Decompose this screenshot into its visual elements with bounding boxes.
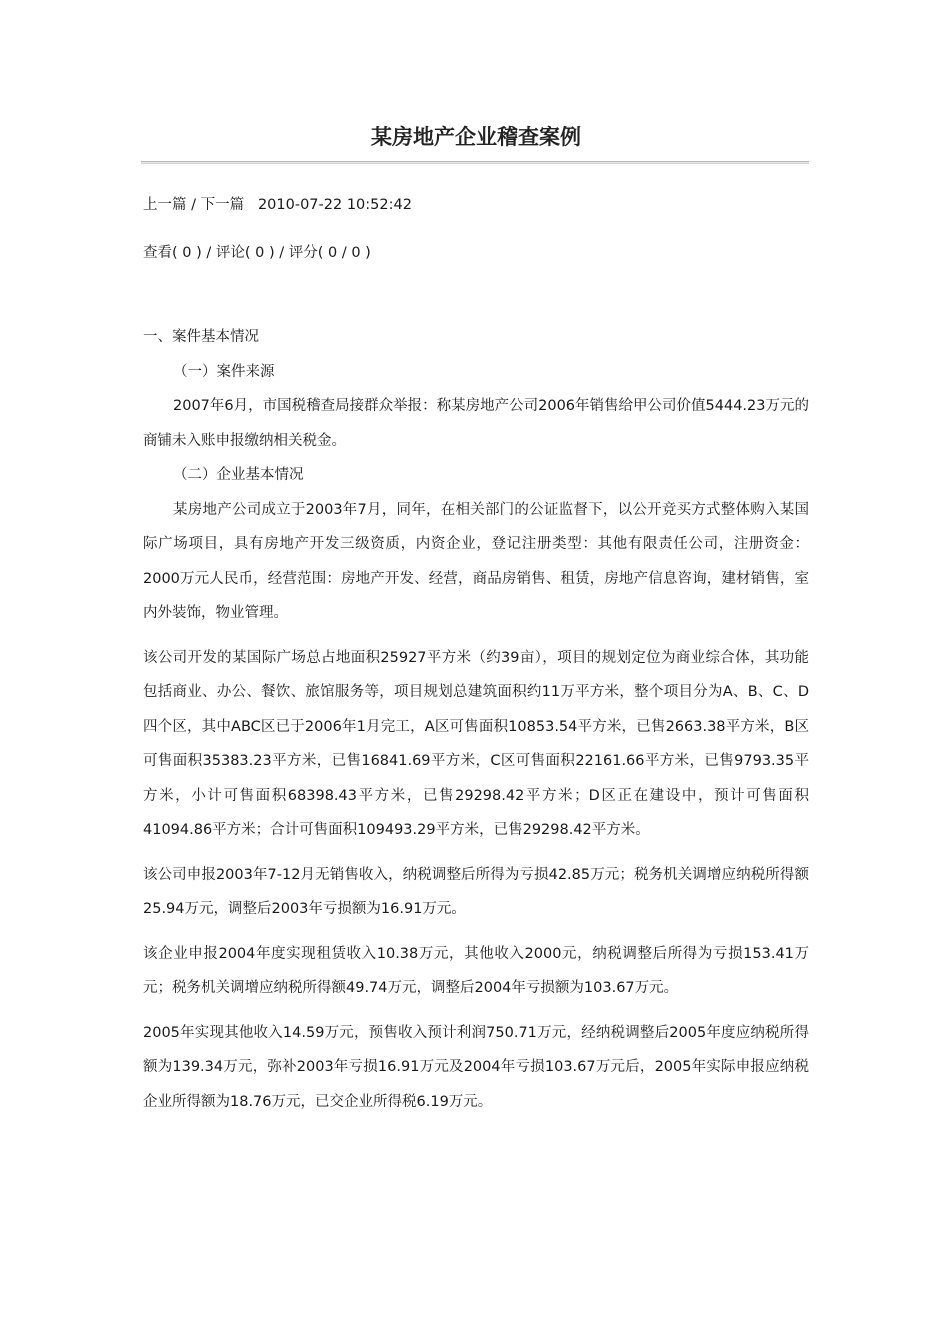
paragraph-company-info: 某房地产公司成立于2003年7月，同年，在相关部门的公证监督下，以公开竞买方式整体购入某国际广场项目，具有房地产开发三级资质，内资企业，登记注册类型：其他有限责任公司，注册资金：2000万元人民币，经营范围：房地产开发、经营，商品房销售、租赁，房地产信息咨询，建材销售，室内外装饰，物业管理。 <box>143 501 809 621</box>
article-title: 某房地产企业稽查案例 <box>371 124 581 149</box>
next-article-link[interactable]: 下一篇 <box>200 197 245 213</box>
paragraph-case-source: 2007年6月，市国税稽查局接群众举报：称某房地产公司2006年销售给甲公司价值5444.23万元的商铺未入账申报缴纳相关税金。 <box>143 398 809 449</box>
rating-link[interactable]: 评分( 0 / 0 ) <box>288 245 371 261</box>
paragraph-2003-tax: 该公司申报2003年7-12月无销售收入，纳税调整后所得为亏损42.85万元；税务机关调增应纳税所得额25.94万元，调整后2003年亏损额为16.91万元。 <box>143 866 809 917</box>
subsection-heading-source: （一）案件来源 <box>173 363 275 380</box>
paragraph-project-info: 该公司开发的某国际广场总占地面积25927平方米（约39亩），项目的规划定位为商业综合体，其功能包括商业、办公、餐饮、旅馆服务等，项目规划总建筑面积约11万平方米，整个项目分为A、B、C、D四个区，其中ABC区已于2006年1月完工，A区可售面积10853.54平方米，已售2663.38平方米，B区可售面积35383.23平方米，已售16841.69平方米，C区可售面积22161.66平方米，已售9793.35平方米，小计可售面积68398.43平方米，已售29298.42平方米；D区正在建设中，预计可售面积41094.86平方米；合计可售面积109493.29平方米，已售29298.42平方米。 <box>143 649 809 838</box>
subsection-heading-company: （二）企业基本情况 <box>173 467 304 483</box>
prev-article-link[interactable]: 上一篇 <box>143 197 187 213</box>
paragraph-2004-tax: 该企业申报2004年度实现租赁收入10.38万元，其他收入2000元，纳税调整后所得为亏损153.41万元；税务机关调增应纳税所得额49.74万元，调整后2004年亏损额为103.67万元。 <box>143 945 809 996</box>
article-stats <box>143 241 371 262</box>
title-divider <box>141 161 809 164</box>
article-body <box>143 320 809 1119</box>
nav-separator: / <box>186 197 201 213</box>
paragraph-2005-tax: 2005年实现其他收入14.59万元，预售收入预计利润750.71万元，经纳税调整后2005年度应纳税所得额为139.34万元，弥补2003年亏损16.91万元及2004年亏损103.67万元后，2005年实际申报应纳税企业所得额为18.76万元，已交企业所得税6.19万元。 <box>143 1024 809 1110</box>
section-heading: 一、案件基本情况 <box>143 329 259 345</box>
stats-separator: / <box>274 245 289 261</box>
stats-separator: / <box>201 245 216 261</box>
views-link[interactable]: 查看( 0 ) <box>143 245 202 261</box>
article-datetime: 2010-07-22 10:52:42 <box>257 197 412 213</box>
article-nav <box>143 193 412 214</box>
comments-link[interactable]: 评论( 0 ) <box>215 245 275 261</box>
